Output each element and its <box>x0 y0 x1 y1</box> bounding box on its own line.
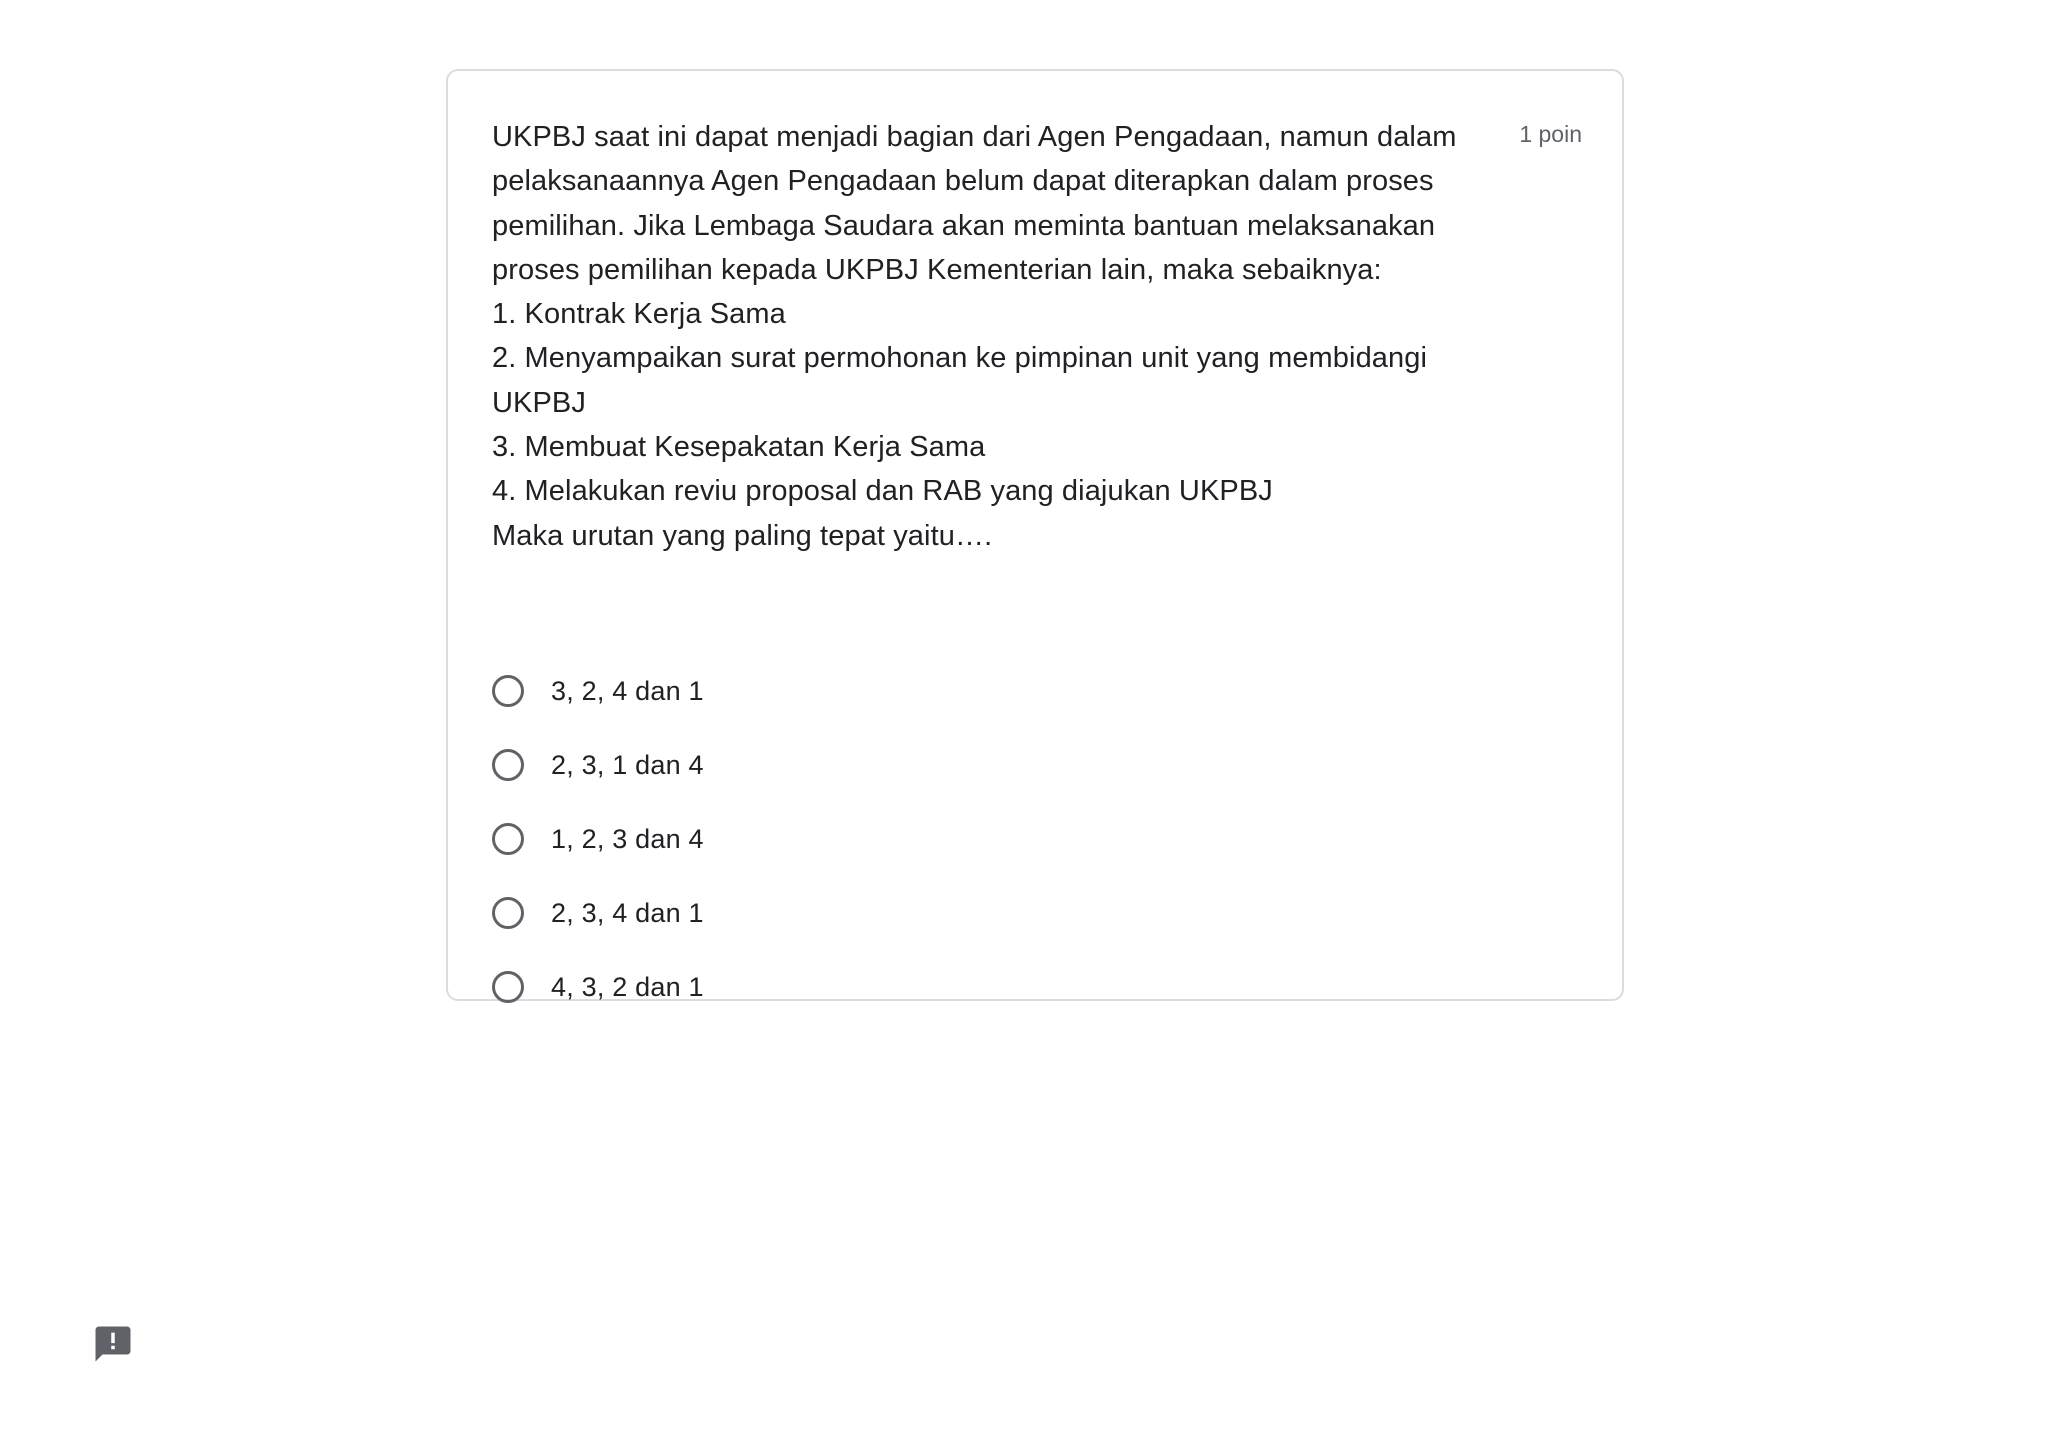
question-line: proses pemilihan kepada UKPBJ Kementerian lain, maka sebaiknya: <box>492 253 1382 286</box>
radio-button[interactable] <box>492 823 524 855</box>
answer-option[interactable] <box>492 876 1492 950</box>
radio-button[interactable] <box>492 897 524 929</box>
question-line: 3. Membuat Kesepakatan Kerja Sama <box>492 431 986 464</box>
option-label: 2, 3, 1 dan 4 <box>551 749 704 780</box>
option-label: 1, 2, 3 dan 4 <box>551 823 704 854</box>
points-label: 1 poin <box>1519 121 1582 147</box>
question-line: UKPBJ saat ini dapat menjadi bagian dari Agen Pengadaan, namun dalam <box>492 121 1457 153</box>
option-label: 2, 3, 4 dan 1 <box>551 897 704 928</box>
question-line: pelaksanaannya Agen Pengadaan belum dapat diterapkan dalam proses <box>492 165 1434 198</box>
report-problem-icon-graphic <box>92 1323 134 1365</box>
question-card <box>446 69 1624 1001</box>
answer-option[interactable] <box>492 802 1492 876</box>
radio-button[interactable] <box>492 971 524 1003</box>
question-line: 2. Menyampaikan surat permohonan ke pimpinan unit yang membidangi <box>492 342 1428 375</box>
question-line: Maka urutan yang paling tepat yaitu…. <box>492 519 993 552</box>
question-header <box>492 115 1582 558</box>
question-text <box>492 115 1467 558</box>
option-label: 4, 3, 2 dan 1 <box>551 971 704 1002</box>
option-label: 3, 2, 4 dan 1 <box>551 675 704 706</box>
answer-options <box>492 654 1492 1024</box>
answer-option[interactable] <box>492 728 1492 802</box>
answer-option[interactable] <box>492 950 1492 1024</box>
question-line: 1. Kontrak Kerja Sama <box>492 298 786 331</box>
radio-button[interactable] <box>492 675 524 707</box>
question-line: 4. Melakukan reviu proposal dan RAB yang diajukan UKPBJ <box>492 475 1273 508</box>
question-line: UKPBJ <box>492 386 586 419</box>
answer-option[interactable] <box>492 654 1492 728</box>
question-line: pemilihan. Jika Lembaga Saudara akan meminta bantuan melaksanakan <box>492 209 1436 242</box>
radio-button[interactable] <box>492 749 524 781</box>
report-problem-icon[interactable] <box>92 1323 134 1365</box>
